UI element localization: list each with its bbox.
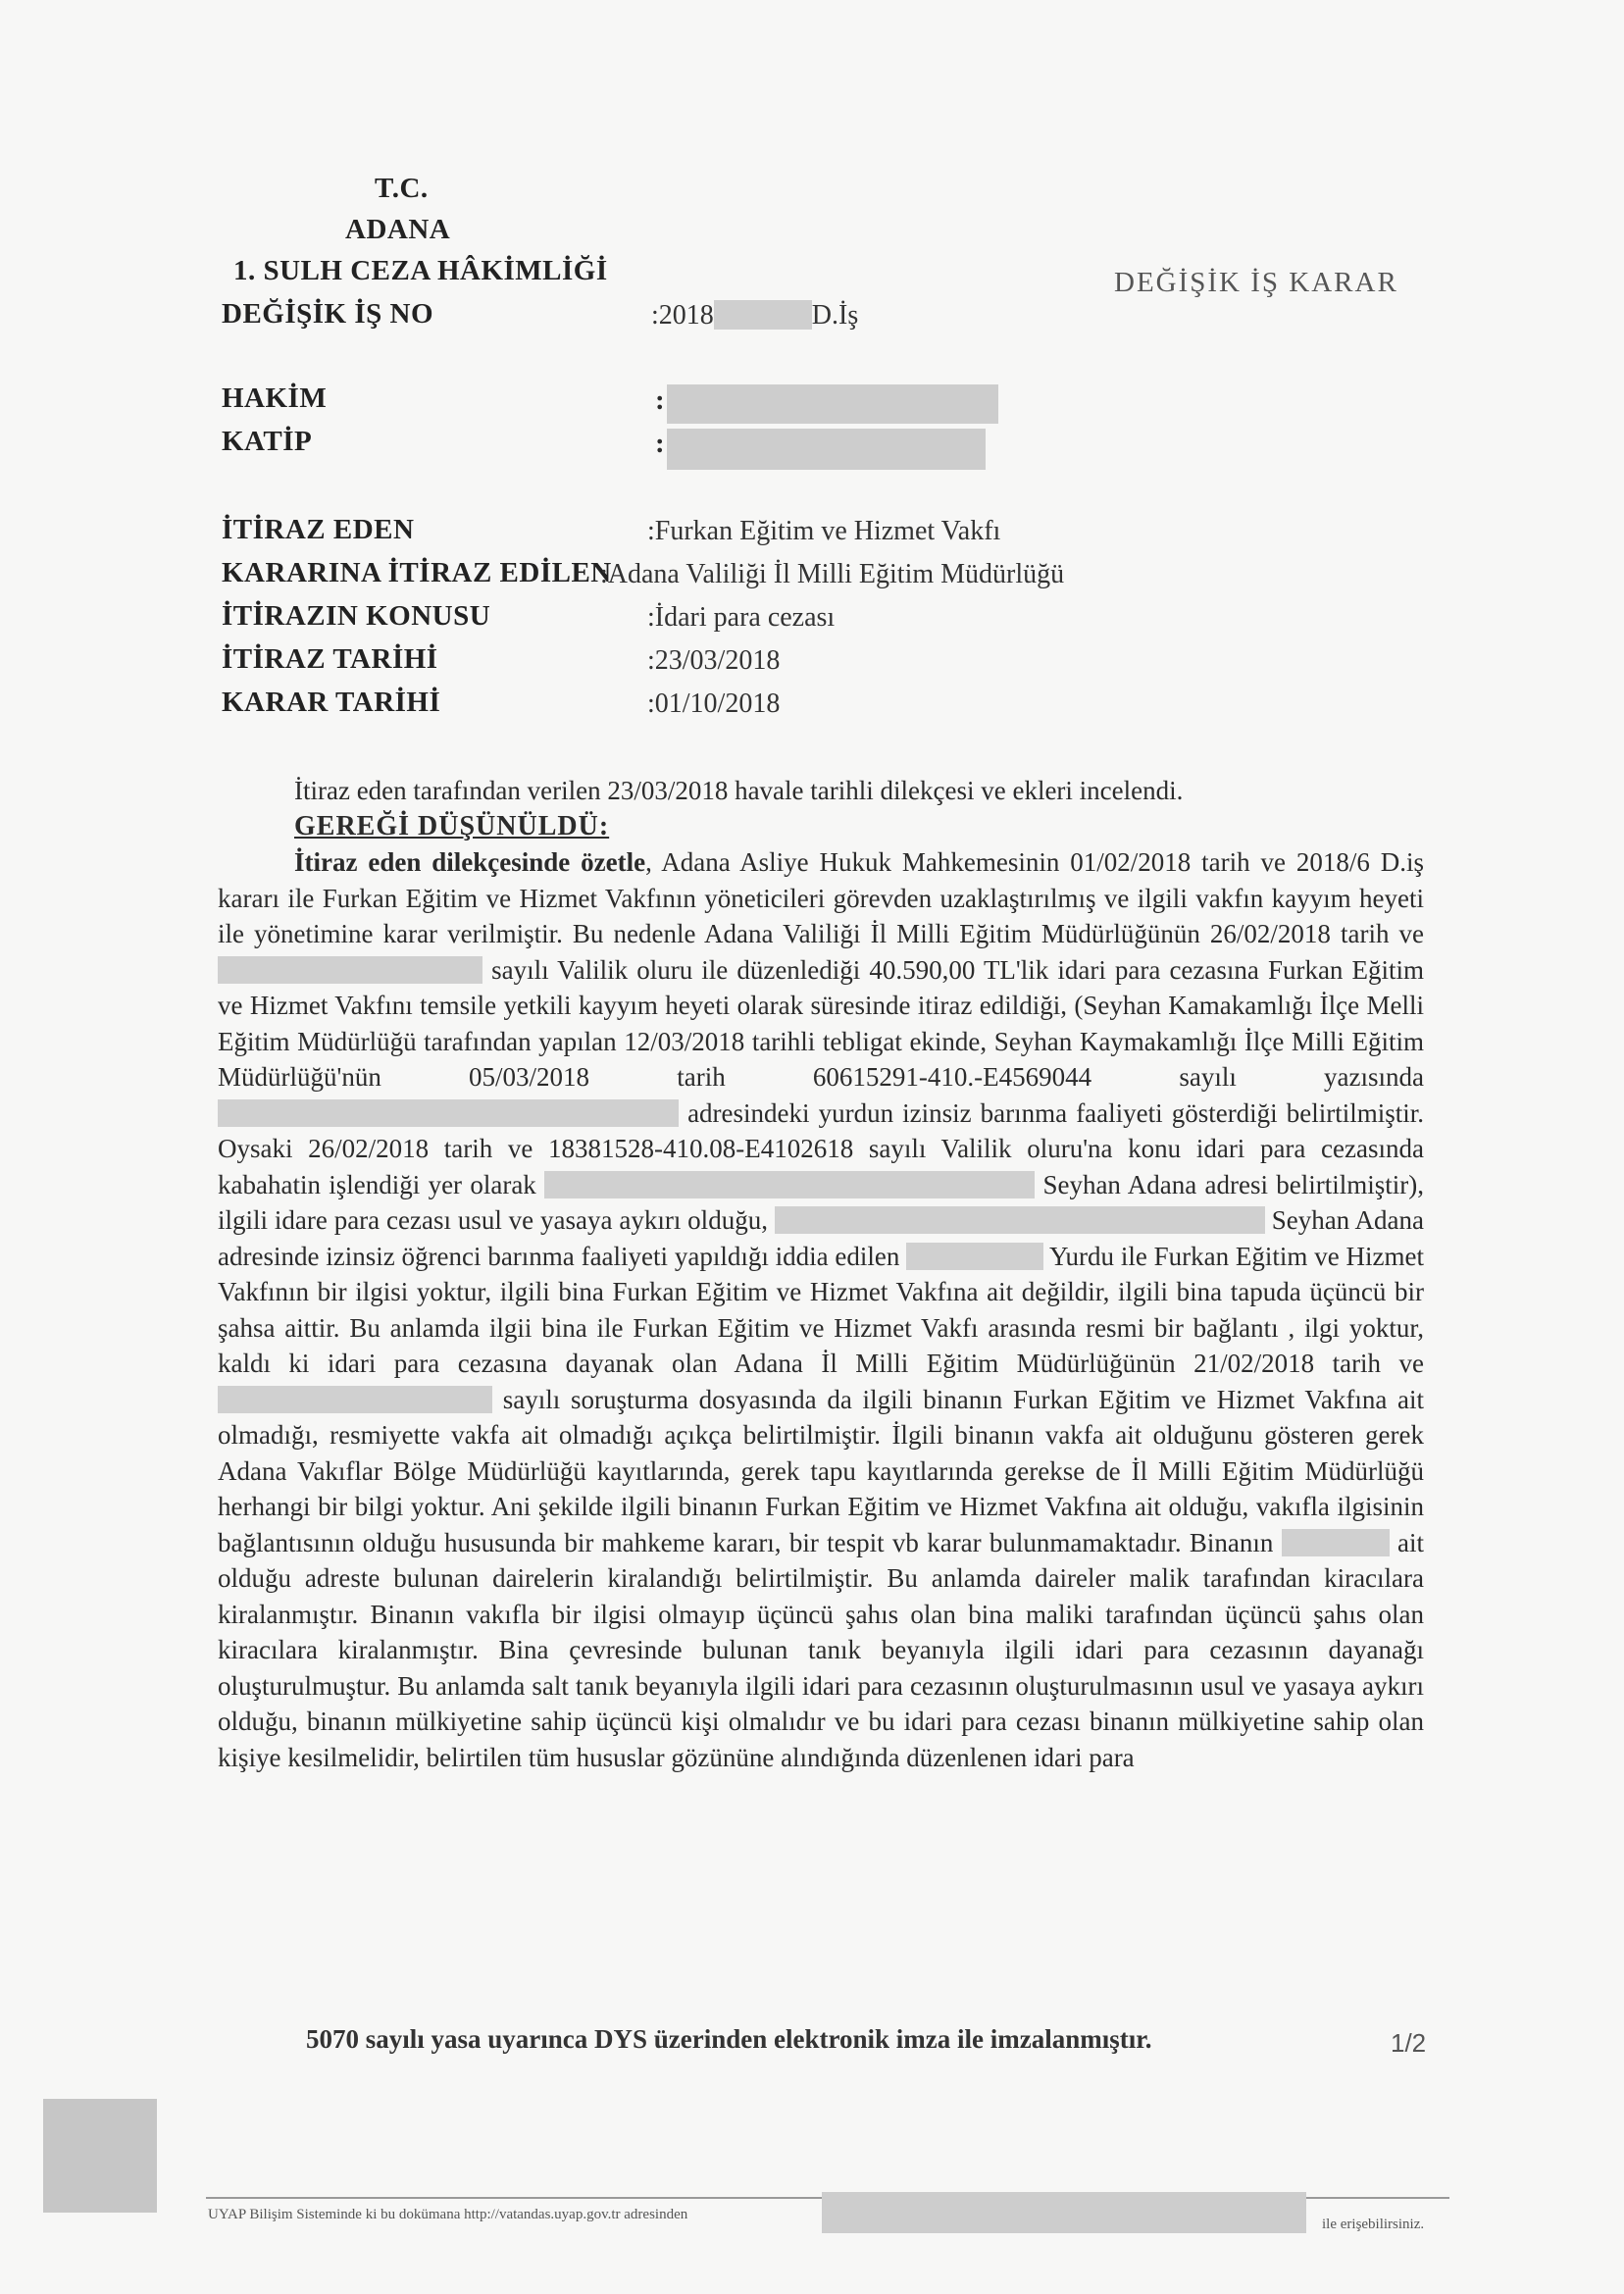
qr-redaction-box [43, 2099, 157, 2213]
body-text-4: Seyhan Adana adresi belirtilmiştir), ilgili idare para cezası usul ve yasaya aykırı olduğu, [218, 1169, 1425, 1235]
redaction-box [218, 1099, 679, 1127]
katip-colon: : [655, 428, 665, 459]
redaction-box [775, 1206, 1265, 1234]
header-court: 1. SULH CEZA HÂKİMLİĞİ [233, 255, 608, 286]
redaction-box [906, 1243, 1043, 1270]
redaction-box [544, 1171, 1035, 1198]
redaction-box [667, 429, 986, 470]
body-text-7: sayılı soruşturma dosyasında da ilgili binanın Furkan Eğitim ve Hizmet Vakfına ait olmadığı, resmiyette vakfa ait olmadığı açıkça belirtilmiştir. İlgili binanın vakfa ait olduğunu gösteren gerek Adana Vakıflar Bölge Müdürlüğü kayıtlarında, gerek tapu kayıtlarında gerekse de İl Milli Eğitim Müdürlüğü herhangi bir bilgi yoktur. Ani şekilde ilgili binanın Furkan Eğitim ve Hizmet Vakfına ait olduğu, vakıfla ilgisinin bağlantısının olduğu hususunda bir mahkeme kararı, bir tespit vb karar bulunmamaktadır. Binanın [218, 1384, 1425, 1557]
page-number: 1/2 [1391, 2028, 1427, 2058]
case-no-suffix: D.İş [811, 300, 859, 331]
gerek-heading: GEREĞİ DÜŞÜNÜLDÜ: [294, 810, 610, 841]
case-no-value [651, 300, 858, 331]
redaction-box [218, 1386, 492, 1413]
party-value-itiraz-edilen: :Adana Valiliği İl Milli Eğitim Müdürlüğü [600, 559, 1065, 589]
footer-uyap-text: UYAP Bilişim Sisteminde ki bu dokümana http://vatandas.uyap.gov.tr adresinden [208, 2207, 688, 2222]
redaction-box [218, 956, 482, 984]
decision-body [218, 773, 1424, 1775]
footer-redaction-box [822, 2192, 1306, 2233]
party-value-itiraz-eden: :Furkan Eğitim ve Hizmet Vakfı [647, 516, 1001, 546]
party-value-karar-tarihi: :01/10/2018 [647, 688, 781, 719]
redaction-box [667, 384, 998, 424]
hakim-colon: : [655, 384, 665, 416]
party-label-itiraz-tarihi: İTİRAZ TARİHİ [222, 643, 438, 675]
hakim-label: HAKİM [222, 382, 328, 414]
case-no-prefix: :2018 [651, 300, 714, 331]
intro-paragraph: İtiraz eden tarafından verilen 23/03/2018 havale tarihli dilekçesi ve ekleri incelendi. [294, 776, 1184, 805]
case-no-label: DEĞİŞİK İŞ NO [222, 298, 434, 330]
body-text-2: sayılı Valilik oluru ile düzenlediği 40.590,00 TL'lik idari para cezasına Furkan Eğitim ve Hizmet Vakfını temsile yetkili kayyım heyeti olarak süresinde itiraz edildiği, (Seyhan Kamakamlığı İlçe Melli Eğitim Müdürlüğü tarafından yapılan 12/03/2018 tarihli tebligat ekinde, Seyhan Kaymakamlığı İlçe Milli Eğitim Müdürlüğü'nün 05/03/2018 tarih 60615291-410.-E4569044 sayılı yazısında [218, 954, 1424, 1092]
header-city: ADANA [345, 214, 451, 245]
party-label-itiraz-eden: İTİRAZ EDEN [222, 514, 415, 545]
party-value-konusu: :İdari para cezası [647, 602, 836, 633]
party-label-konusu: İTİRAZIN KONUSU [222, 600, 491, 632]
body-text-5: Seyhan Adana adresinde izinsiz öğrenci barınma faaliyeti yapıldığı iddia edilen [218, 1205, 1425, 1271]
body-text-1: , Adana Asliye Hukuk Mahkemesinin 01/02/2018 tarih ve 2018/6 D.iş kararı ile Furkan Eğitim ve Hizmet Vakfının yöneticileri görevden uzaklaştırılmış ve ilgili vakfın kayyım heyeti ile yönetimine karar verilmiştir. Bu nedenle Adana Valiliği İl Milli Eğitim Müdürlüğünün 26/02/2018 tarih ve [218, 847, 1424, 948]
document-type: DEĞİŞİK İŞ KARAR [1114, 267, 1398, 298]
party-label-karar-tarihi: KARAR TARİHİ [222, 687, 441, 718]
redaction-box [1282, 1529, 1390, 1556]
katip-label: KATİP [222, 426, 313, 457]
redaction-box [714, 300, 812, 330]
main-paragraph [218, 844, 1424, 1775]
footer-access-text: ile erişebilirsiniz. [1322, 2217, 1425, 2232]
party-label-itiraz-edilen: KARARINA İTİRAZ EDİLEN [222, 557, 612, 588]
body-text-3: adresindeki yurdun izinsiz barınma faaliyeti gösterdiği belirtilmiştir. Oysaki 26/02/2018 tarih ve 18381528-410.08-E4102618 sayılı Valilik oluru'na konu idari para cezasında kabahatin işlendiği yer olarak [218, 1097, 1424, 1199]
lead-phrase: İtiraz eden dilekçesinde özetle [294, 847, 646, 877]
body-text-6: Yurdu ile Furkan Eğitim ve Hizmet Vakfının bir ilgisi yoktur, ilgili bina Furkan Eğitim ve Hizmet Vakfına ait değildir, ilgili bina tapuda üçüncü bir şahsa aittir. Bu anlamda ilgii bina ile Furkan Eğitim ve Hizmet Vakfı arasında resmi bir bağlantı , ilgi yoktur, kaldı ki idari para cezasına dayanak olan Adana İl Milli Eğitim Müdürlüğünün 21/02/2018 tarih ve [218, 1241, 1424, 1378]
party-value-itiraz-tarihi: :23/03/2018 [647, 645, 781, 676]
header-tc: T.C. [375, 173, 429, 204]
body-text-8: ait olduğu adreste bulunan dairelerin kiralandığı belirtilmiştir. Bu anlamda daireler malik tarafından kiracılara kiralanmıştır. Binanın vakıfla bir ilgisi olmayıp üçüncü şahıs olan bina maliki tarafından üçüncü şahıs olan kiracılara kiralanmıştır. Bina çevresinde bulunan tanık beyanıyla ilgili idari para cezasının dayanağı oluşturulmuştur. Bu anlamda salt tanık beyanıyla ilgili idari para cezasının oluşturulmasının usul ve yasaya aykırı olduğu, binanın mülkiyetine sahip üçüncü kişi olmalıdır ve bu idari para cezası binanın mülkiyetine sahip olan kişiye kesilmelidir, belirtilen tüm hususlar gözününe alındığında düzenlenen idari para [218, 1527, 1425, 1772]
e-signature-note: 5070 sayılı yasa uyarınca DYS üzerinden elektronik imza ile imzalanmıştır. [306, 2024, 1152, 2054]
